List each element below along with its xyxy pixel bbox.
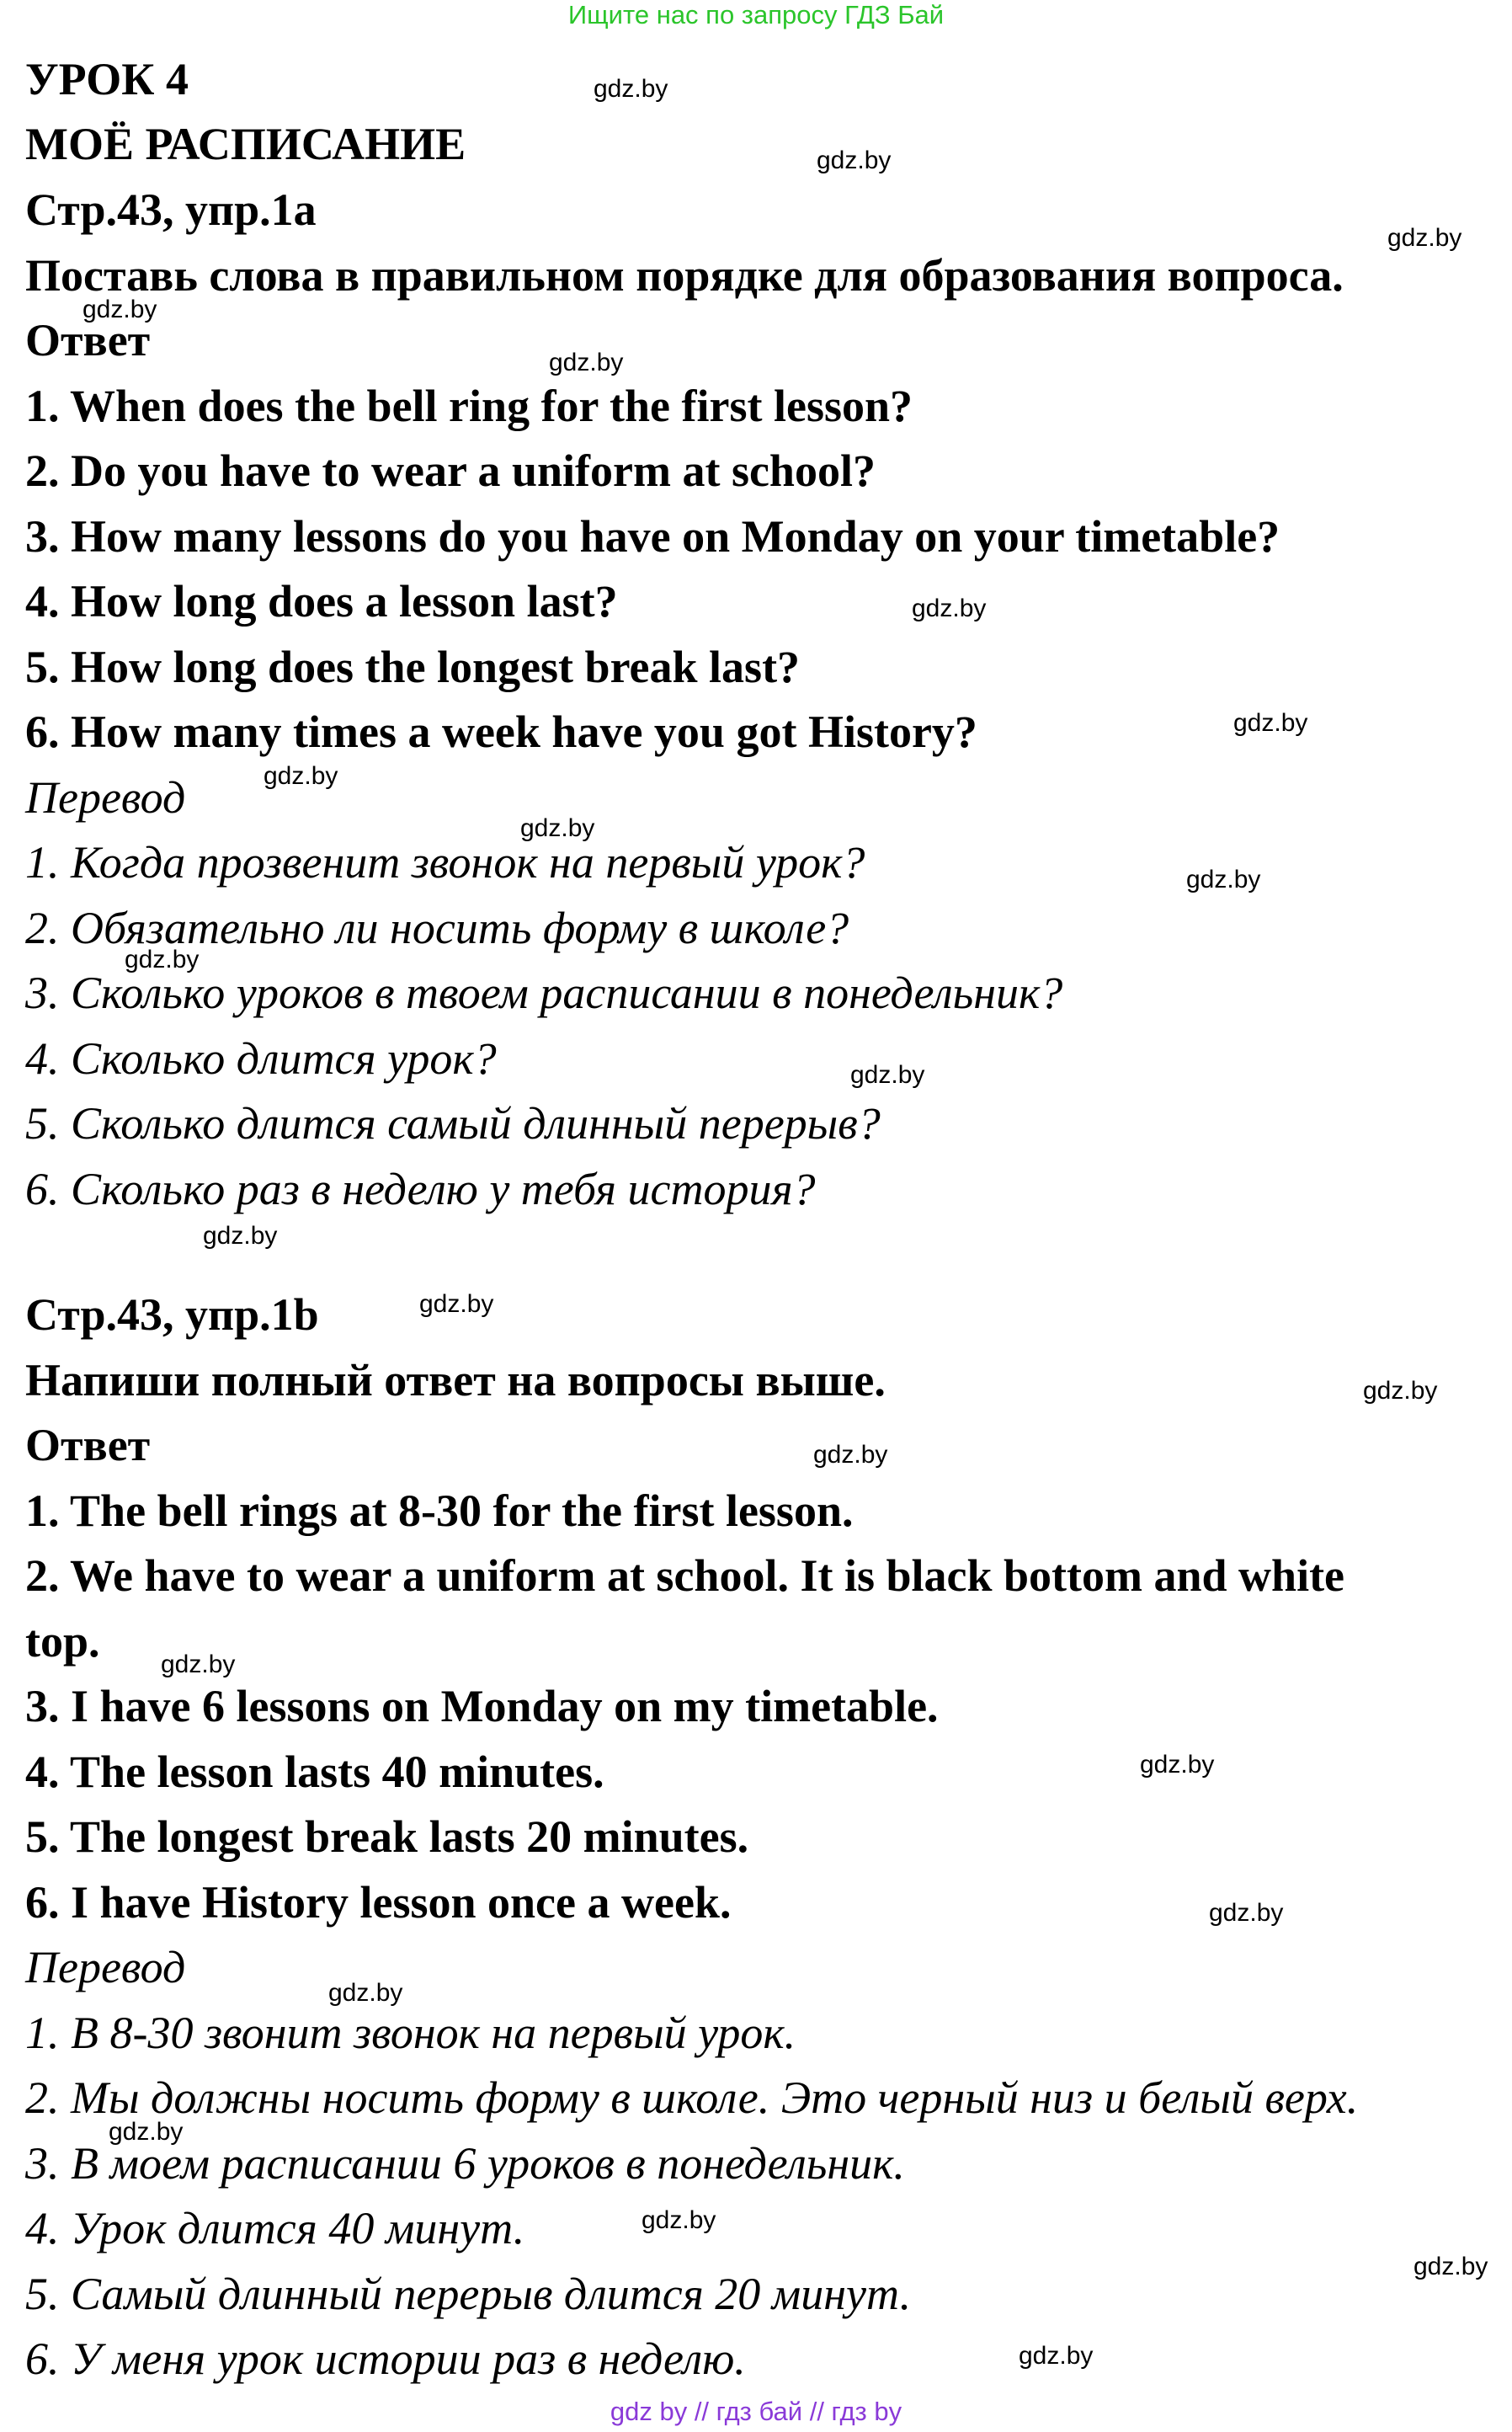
ex1a-translation-label: Перевод [25, 772, 186, 823]
ex1b-answer-2-cont: top. [25, 1616, 100, 1667]
watermark: gdz.by [912, 595, 987, 622]
watermark: gdz.by [1209, 1899, 1284, 1927]
watermark: gdz.by [1186, 866, 1261, 893]
ex1a-answer-1: 1. When does the bell ring for the first lesson? [25, 381, 913, 431]
ex1a-translation-6: 6. Сколько раз в неделю у тебя история? [25, 1164, 816, 1214]
ex1a-answer-3: 3. How many lessons do you have on Monday on your timetable? [25, 511, 1280, 562]
watermark: gdz.by [109, 2118, 184, 2146]
ex1a-translation-4: 4. Сколько длится урок? [25, 1033, 497, 1084]
ex1a-answer-label: Ответ [25, 315, 151, 365]
watermark: gdz.by [264, 762, 338, 790]
ex1a-answer-5: 5. How long does the longest break last? [25, 642, 801, 692]
ex1b-answer-6: 6. I have History lesson once a week. [25, 1877, 732, 1928]
watermark: gdz.by [203, 1222, 278, 1250]
ex1a-translation-1: 1. Когда прозвенит звонок на первый урок? [25, 837, 865, 888]
ex1b-translation-5: 5. Самый длинный перерыв длится 20 минут. [25, 2269, 912, 2319]
ex1a-answer-6: 6. How many times a week have you got History? [25, 707, 977, 757]
ex1a-answer-4: 4. How long does a lesson last? [25, 576, 618, 627]
watermark: gdz.by [1140, 1751, 1215, 1779]
watermark: gdz.by [813, 1441, 888, 1469]
ex1b-translation-label: Перевод [25, 1942, 186, 1992]
watermark: gdz.by [549, 349, 624, 376]
watermark: gdz.by [1414, 2253, 1488, 2280]
search-hint-banner[interactable]: Ищите нас по запросу ГДЗ Бай [567, 0, 945, 29]
watermark: gdz.by [328, 1979, 403, 2007]
watermark: gdz.by [642, 2206, 716, 2234]
watermark: gdz.by [850, 1061, 925, 1089]
ex1b-translation-3: 3. В моем расписании 6 уроков в понедельник. [25, 2138, 905, 2189]
ex1b-translation-6: 6. У меня урок истории раз в неделю. [25, 2333, 746, 2384]
ex1b-answer-label: Ответ [25, 1420, 151, 1470]
ex1a-translation-5: 5. Сколько длится самый длинный перерыв? [25, 1098, 881, 1149]
ex1b-heading: Стр.43, упр.1b [25, 1289, 319, 1340]
lesson-title: МОЁ РАСПИСАНИЕ [25, 119, 466, 169]
watermark: gdz.by [1019, 2342, 1094, 2370]
watermark: gdz.by [594, 75, 668, 103]
watermark: gdz.by [1387, 224, 1462, 252]
ex1a-heading: Стр.43, упр.1a [25, 184, 317, 235]
ex1a-task: Поставь слова в правильном порядке для образования вопроса. [25, 250, 1344, 301]
watermark: gdz.by [419, 1290, 494, 1318]
watermark: gdz.by [161, 1651, 236, 1678]
watermark: gdz.by [520, 814, 595, 842]
watermark: gdz.by [1233, 709, 1308, 737]
ex1b-translation-2: 2. Мы должны носить форму в школе. Это черный низ и белый верх. [25, 2072, 1359, 2123]
ex1b-answer-4: 4. The lesson lasts 40 minutes. [25, 1747, 604, 1797]
ex1b-translation-1: 1. В 8-30 звонит звонок на первый урок. [25, 2008, 796, 2058]
ex1a-translation-3: 3. Сколько уроков в твоем расписании в понедельник? [25, 968, 1063, 1018]
watermark: gdz.by [817, 147, 892, 174]
ex1b-translation-4: 4. Урок длится 40 минут. [25, 2203, 525, 2253]
ex1b-task: Напиши полный ответ на вопросы выше. [25, 1355, 886, 1405]
ex1b-answer-3: 3. I have 6 lessons on Monday on my timetable. [25, 1681, 939, 1731]
watermark: gdz.by [1363, 1377, 1438, 1405]
watermark: gdz.by [83, 296, 157, 323]
ex1b-answer-1: 1. The bell rings at 8-30 for the first lesson. [25, 1485, 854, 1536]
ex1a-answer-2: 2. Do you have to wear a uniform at school? [25, 445, 876, 496]
watermark: gdz.by [125, 946, 200, 973]
ex1b-answer-5: 5. The longest break lasts 20 minutes. [25, 1811, 749, 1862]
lesson-number: УРОК 4 [25, 54, 189, 104]
ex1a-translation-2: 2. Обязательно ли носить форму в школе? [25, 903, 849, 953]
ex1b-answer-2: 2. We have to wear a uniform at school. It is black bottom and white [25, 1550, 1345, 1601]
footer-links[interactable]: gdz by // гдз бай // гдз by [610, 2397, 902, 2426]
